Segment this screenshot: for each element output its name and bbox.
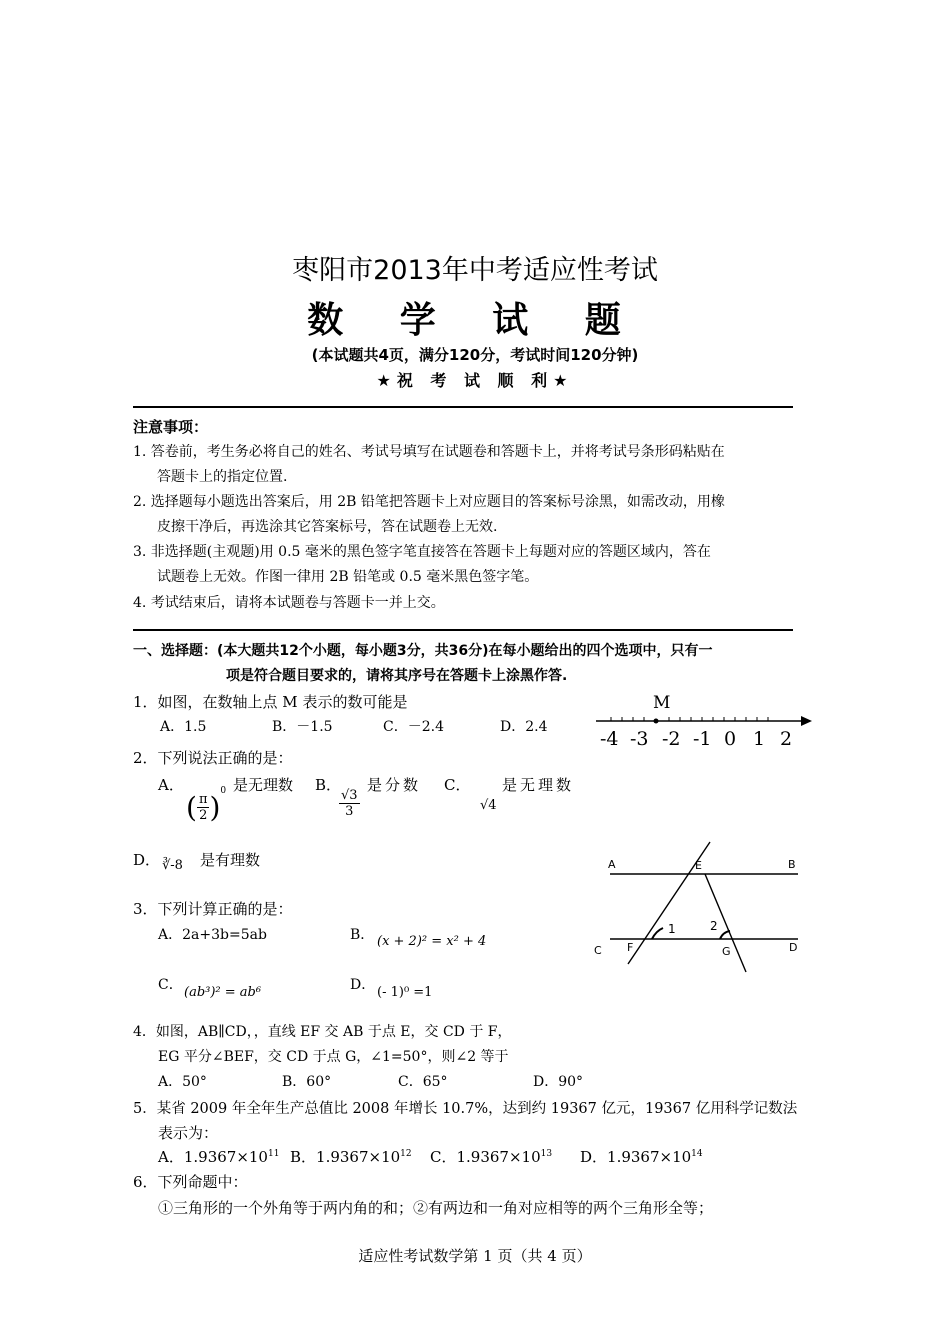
note-line: 3. 非选择题(主观题)用 0.5 毫米的黑色签字笔直接答在答题卡上每题对应的答题区域内，答在 [133,544,711,560]
note-line: 答题卡上的指定位置. [157,469,288,485]
section1-line2: 项是符合题目要求的，请将其序号在答题卡上涂黑作答. [226,668,568,684]
tick-label: 1 [753,728,766,750]
q2-a-text: 是无理数 [233,776,294,794]
notes-heading: 注意事项： [133,418,209,436]
q5-line2: 表示为： [158,1124,219,1142]
q6-line2: ①三角形的一个外角等于两内角的和；②有两边和一角对应相等的两个三角形全等； [158,1199,714,1217]
q1-option-d: D．2.4 [500,719,548,735]
q2-c-text: 是无理数 [502,776,575,794]
tick-label: -4 [600,728,619,750]
q5-option-b-exponent: 12 [400,1149,412,1159]
exam-wish: ★祝 考 试 顺 利★ [376,371,574,390]
note-line: 试题卷上无效。作图一律用 2B 铅笔或 0.5 毫米黑色签字笔。 [157,569,539,585]
subject-title: 数 学 试 题 [307,300,643,341]
point-m-label: M [653,693,671,713]
q4-line1: 4．如图，AB∥CD，，直线 EF 交 AB 于点 E，交 CD 于 F， [133,1024,512,1040]
label-angle-1: 1 [668,922,676,936]
q5-option-c-exponent: 13 [540,1149,553,1159]
tick-label: -1 [693,728,712,750]
q5-option-c: C．$1.9367\times 10^{13}$ [430,1148,553,1166]
note-line: 2. 选择题每小题选出答案后，用 2B 铅笔把答题卡上对应题目的答案标号涂黑，如需改动，用橡 [133,494,725,510]
angle-2-mark [720,931,730,939]
q3-option-a: A．2a+3b=5ab [158,927,267,943]
q4-line2: EG 平分∠BEF，交 CD 于点 G，∠1=50°，则∠2 等于 [158,1049,509,1065]
q6-line1: 6．下列命题中： [133,1173,248,1191]
label-a: A [608,858,616,871]
point-m-dot [654,719,659,724]
q2-d-label: D． [133,851,161,869]
label-b: B [788,858,796,871]
label-e: E [695,859,702,872]
q3-stem: 3．下列计算正确的是： [133,900,293,918]
tick-label: -2 [662,728,681,750]
tick-label: 0 [724,728,737,750]
q1-option-c: C．－2.4 [383,719,444,735]
q2-d-expression: ∛-8 [162,858,183,873]
q2-d-text: 是有理数 [200,851,261,869]
q3-b-expression: (x + 2)² = x² + 4 [377,934,487,949]
number-line-figure [590,688,820,750]
exam-info: (本试题共4页，满分120分，考试时间120分钟) [311,346,639,364]
q4-option-b: B．60° [282,1074,332,1090]
label-angle-2: 2 [710,919,718,933]
q5-line1: 5．某省 2009 年全年生产总值比 2008 年增长 10.7%，达到约 19367 亿元，19367 亿用科学记数法 [133,1101,798,1117]
top-divider [133,406,793,408]
q2-a-numerator: π [198,792,208,807]
section-divider [133,629,793,631]
q2-b-label: B． [315,776,342,794]
label-f: F [627,941,634,954]
q2-stem: 2．下列说法正确的是： [133,749,293,767]
q1-option-a: A．1.5 [160,719,207,735]
q4-option-a: A．50° [158,1074,207,1090]
q5-option-b: B．$1.9367\times 10^{12}$ [290,1148,412,1166]
q3-d-expression: (- 1)⁰ =1 [377,985,433,1000]
q2-a-label: A． [158,776,184,794]
q3-d-label: D． [350,977,376,993]
q5-option-a-exponent: 11 [267,1149,280,1159]
q5-option-a: A．$1.9367\times 10^{11}$ [158,1148,280,1166]
note-line: 皮擦干净后，再选涂其它答案标号，答在试题卷上无效. [157,519,498,535]
label-g: G [722,945,731,958]
q4-option-c: C．65° [398,1074,448,1090]
q3-c-expression: (ab³)² = ab⁶ [184,985,262,1000]
label-c: C [594,944,602,957]
angle-1-mark [652,928,663,939]
q2-b-numerator: √3 [341,788,358,803]
q1-stem: 1．如图，在数轴上点 M 表示的数可能是 [133,693,408,711]
note-line: 4. 考试结束后，请将本试题卷与答题卡一并上交。 [133,595,445,611]
tick-label: -3 [630,728,649,750]
note-line: 1. 答卷前，考生务必将自己的姓名、考试号填写在试题卷和答题卡上，并将考试号条形码粘贴在 [133,444,725,460]
q2-c-expression: √4 [480,798,497,813]
q3-c-label: C． [158,977,183,993]
q1-option-b: B．－1.5 [272,719,333,735]
section1-line1: 一、选择题：(本大题共12个小题，每小题3分，共36分)在每小题给出的四个选项中，只有一 [133,643,713,659]
q2-b-expression [339,788,360,819]
label-d: D [789,941,798,954]
q2-a-expression: ( $\frac{\pi}{2}$ )$^0$ [186,786,227,824]
q2-a-exponent: 0 [220,786,227,796]
page-footer: 适应性考试数学第 1 页（共 4 页） [358,1247,592,1265]
q5-option-d-exponent: 14 [691,1149,703,1159]
q2-b-denominator: 3 [345,804,354,819]
q2-b-text: 是分数 [367,776,422,794]
q5-option-d: D．$1.9367\times 10^{14}$ [580,1148,703,1166]
q4-option-d: D．90° [533,1074,584,1090]
q3-b-label: B． [350,927,375,943]
tick-label: 2 [780,728,793,750]
q2-c-label: C． [444,776,471,794]
parallel-lines-figure [590,838,810,980]
exam-title: 枣阳市2013年中考适应性考试 [292,255,658,286]
q2-a-denominator: 2 [199,808,208,823]
